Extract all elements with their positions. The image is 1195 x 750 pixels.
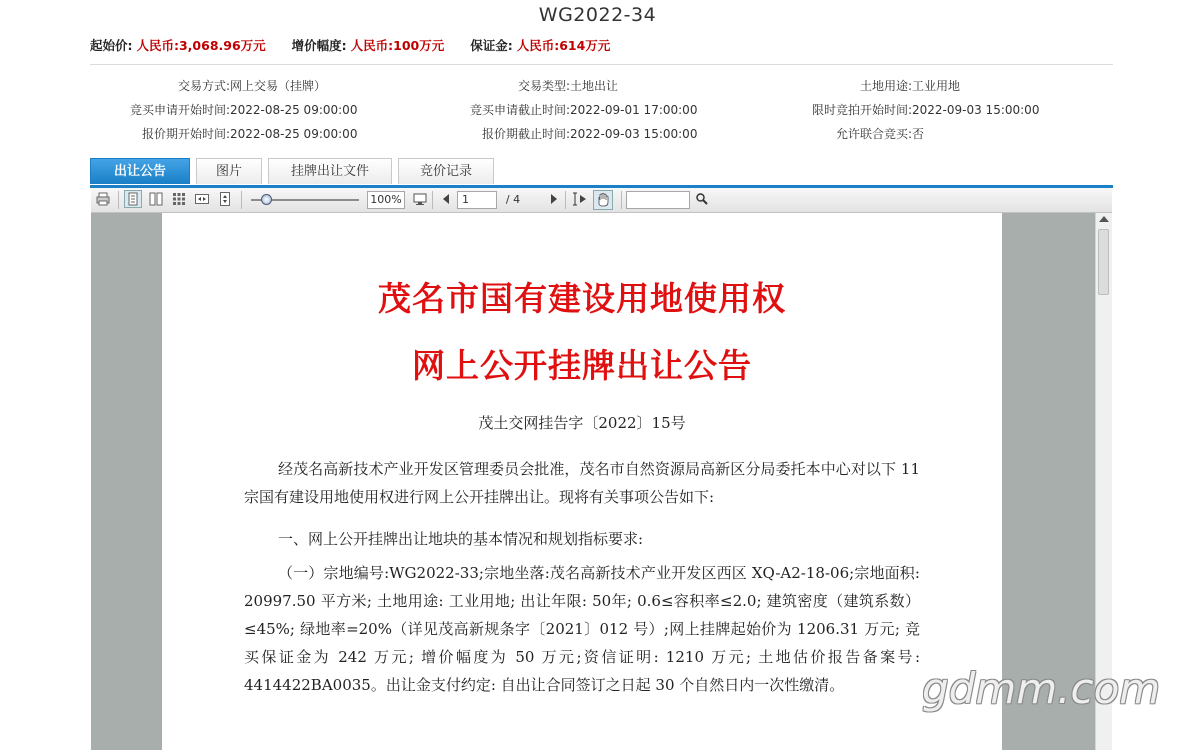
pdf-page bbox=[162, 213, 1002, 750]
start-price-label: 起始价: bbox=[90, 38, 133, 53]
info-row bbox=[90, 77, 1113, 101]
tab-images[interactable]: 图片 bbox=[196, 158, 262, 184]
info-key: 报价期开始时间: bbox=[141, 127, 230, 141]
scroll-thumb[interactable] bbox=[1098, 229, 1109, 295]
increment-value: 人民币:100万元 bbox=[350, 38, 445, 53]
toolbar-divider bbox=[118, 191, 119, 209]
info-key: 限时竞拍开始时间: bbox=[811, 103, 912, 117]
tab-announcement[interactable]: 出让公告 bbox=[90, 158, 190, 184]
info-key: 土地用途: bbox=[859, 79, 912, 93]
info-row bbox=[90, 125, 1113, 149]
info-row bbox=[90, 101, 1113, 125]
info-value: 2022-09-03 15:00:00 bbox=[570, 127, 698, 141]
page-title: WG2022-34 bbox=[538, 4, 657, 26]
section-heading: 一、网上公开挂牌出让地块的基本情况和规划指标要求: bbox=[278, 530, 644, 548]
search-icon[interactable] bbox=[695, 192, 709, 208]
site-watermark: gdmm.com bbox=[922, 664, 1161, 713]
info-value: 2022-09-03 15:00:00 bbox=[912, 103, 1040, 117]
info-value: 否 bbox=[912, 127, 925, 141]
toolbar-divider bbox=[621, 191, 622, 209]
fit-height-icon[interactable] bbox=[218, 192, 232, 208]
parcel-paragraph: （一）宗地编号:WG2022-33;宗地坐落:茂名高新技术产业开发区西区 XQ-A2-18-06;宗地面积: 20997.50 平方米; 土地用途: 工业用地; 出让年限: 50年; 0.6≤容积率≤2.0; 建筑密度（建筑系数）≤45%; 绿地率=20%（详见茂高新规条字〔2021〕012 号）;网上挂牌起始价为 1206.31 万元; 竞买保证金为 242 万元; 增价幅度为 50 万元;资信证明: 1210 万元; 土地估价报告备案号: 4414422BA0035。出让金支付约定: 自出让合同签订之日起 30 个自然日内一次性缴清。 bbox=[244, 564, 920, 694]
increment-label: 增价幅度: bbox=[291, 38, 347, 53]
document-title-line2: 网上公开挂牌出让公告 bbox=[412, 346, 752, 385]
info-value: 工业用地 bbox=[912, 79, 961, 93]
deposit-value: 人民币:614万元 bbox=[516, 38, 611, 53]
toolbar-divider bbox=[432, 191, 433, 209]
page-number-input[interactable]: 1 bbox=[457, 191, 497, 209]
two-page-icon[interactable] bbox=[149, 192, 163, 208]
document-title-line1: 茂名市国有建设用地使用权 bbox=[378, 279, 786, 318]
page-total: / 4 bbox=[505, 193, 521, 206]
info-value: 2022-08-25 09:00:00 bbox=[230, 103, 358, 117]
intro-paragraph: 经茂名高新技术产业开发区管理委员会批准，茂名市自然资源局高新区分局委托本中心对以下 11 宗国有建设用地使用权进行网上公开挂牌出让。现将有关事项公告如下: bbox=[244, 460, 920, 506]
search-input[interactable] bbox=[626, 191, 690, 209]
zoom-slider[interactable] bbox=[251, 193, 359, 207]
toolbar-divider bbox=[241, 191, 242, 209]
info-key: 交易方式: bbox=[177, 79, 230, 93]
prev-page-icon[interactable] bbox=[439, 192, 453, 208]
fullscreen-icon[interactable] bbox=[413, 192, 427, 208]
tab-bar bbox=[90, 158, 1113, 188]
price-summary bbox=[90, 36, 632, 54]
fit-width-icon[interactable] bbox=[195, 192, 209, 208]
info-key: 竞买申请截止时间: bbox=[469, 103, 570, 117]
info-key: 报价期截止时间: bbox=[481, 127, 570, 141]
info-key: 竞买申请开始时间: bbox=[129, 103, 230, 117]
next-page-icon[interactable] bbox=[547, 192, 561, 208]
slider-thumb[interactable] bbox=[261, 194, 272, 205]
pdf-toolbar bbox=[91, 188, 1112, 213]
text-select-icon[interactable] bbox=[571, 192, 589, 208]
zoom-input[interactable]: 100% bbox=[367, 191, 405, 209]
hand-tool-icon[interactable] bbox=[593, 190, 613, 210]
info-key: 交易类型: bbox=[517, 79, 570, 93]
info-value: 2022-08-25 09:00:00 bbox=[230, 127, 358, 141]
deposit-label: 保证金: bbox=[470, 38, 513, 53]
info-value: 网上交易（挂牌） bbox=[230, 79, 327, 93]
document-reference-number: 茂土交网挂告字〔2022〕15号 bbox=[478, 414, 686, 432]
scroll-up-icon[interactable] bbox=[1099, 216, 1109, 222]
tab-transfer-files[interactable]: 挂牌出让文件 bbox=[268, 158, 392, 184]
tab-bid-records[interactable]: 竞价记录 bbox=[398, 158, 494, 184]
single-page-icon[interactable] bbox=[124, 190, 142, 208]
start-price-value: 人民币:3,068.96万元 bbox=[136, 38, 266, 53]
info-key: 允许联合竞买: bbox=[835, 127, 912, 141]
info-value: 2022-09-01 17:00:00 bbox=[570, 103, 698, 117]
print-icon[interactable] bbox=[96, 192, 110, 208]
thumbnail-grid-icon[interactable] bbox=[172, 192, 186, 208]
transaction-info bbox=[90, 77, 1113, 149]
info-value: 土地出让 bbox=[570, 79, 619, 93]
toolbar-divider bbox=[565, 191, 566, 209]
divider bbox=[90, 64, 1113, 65]
